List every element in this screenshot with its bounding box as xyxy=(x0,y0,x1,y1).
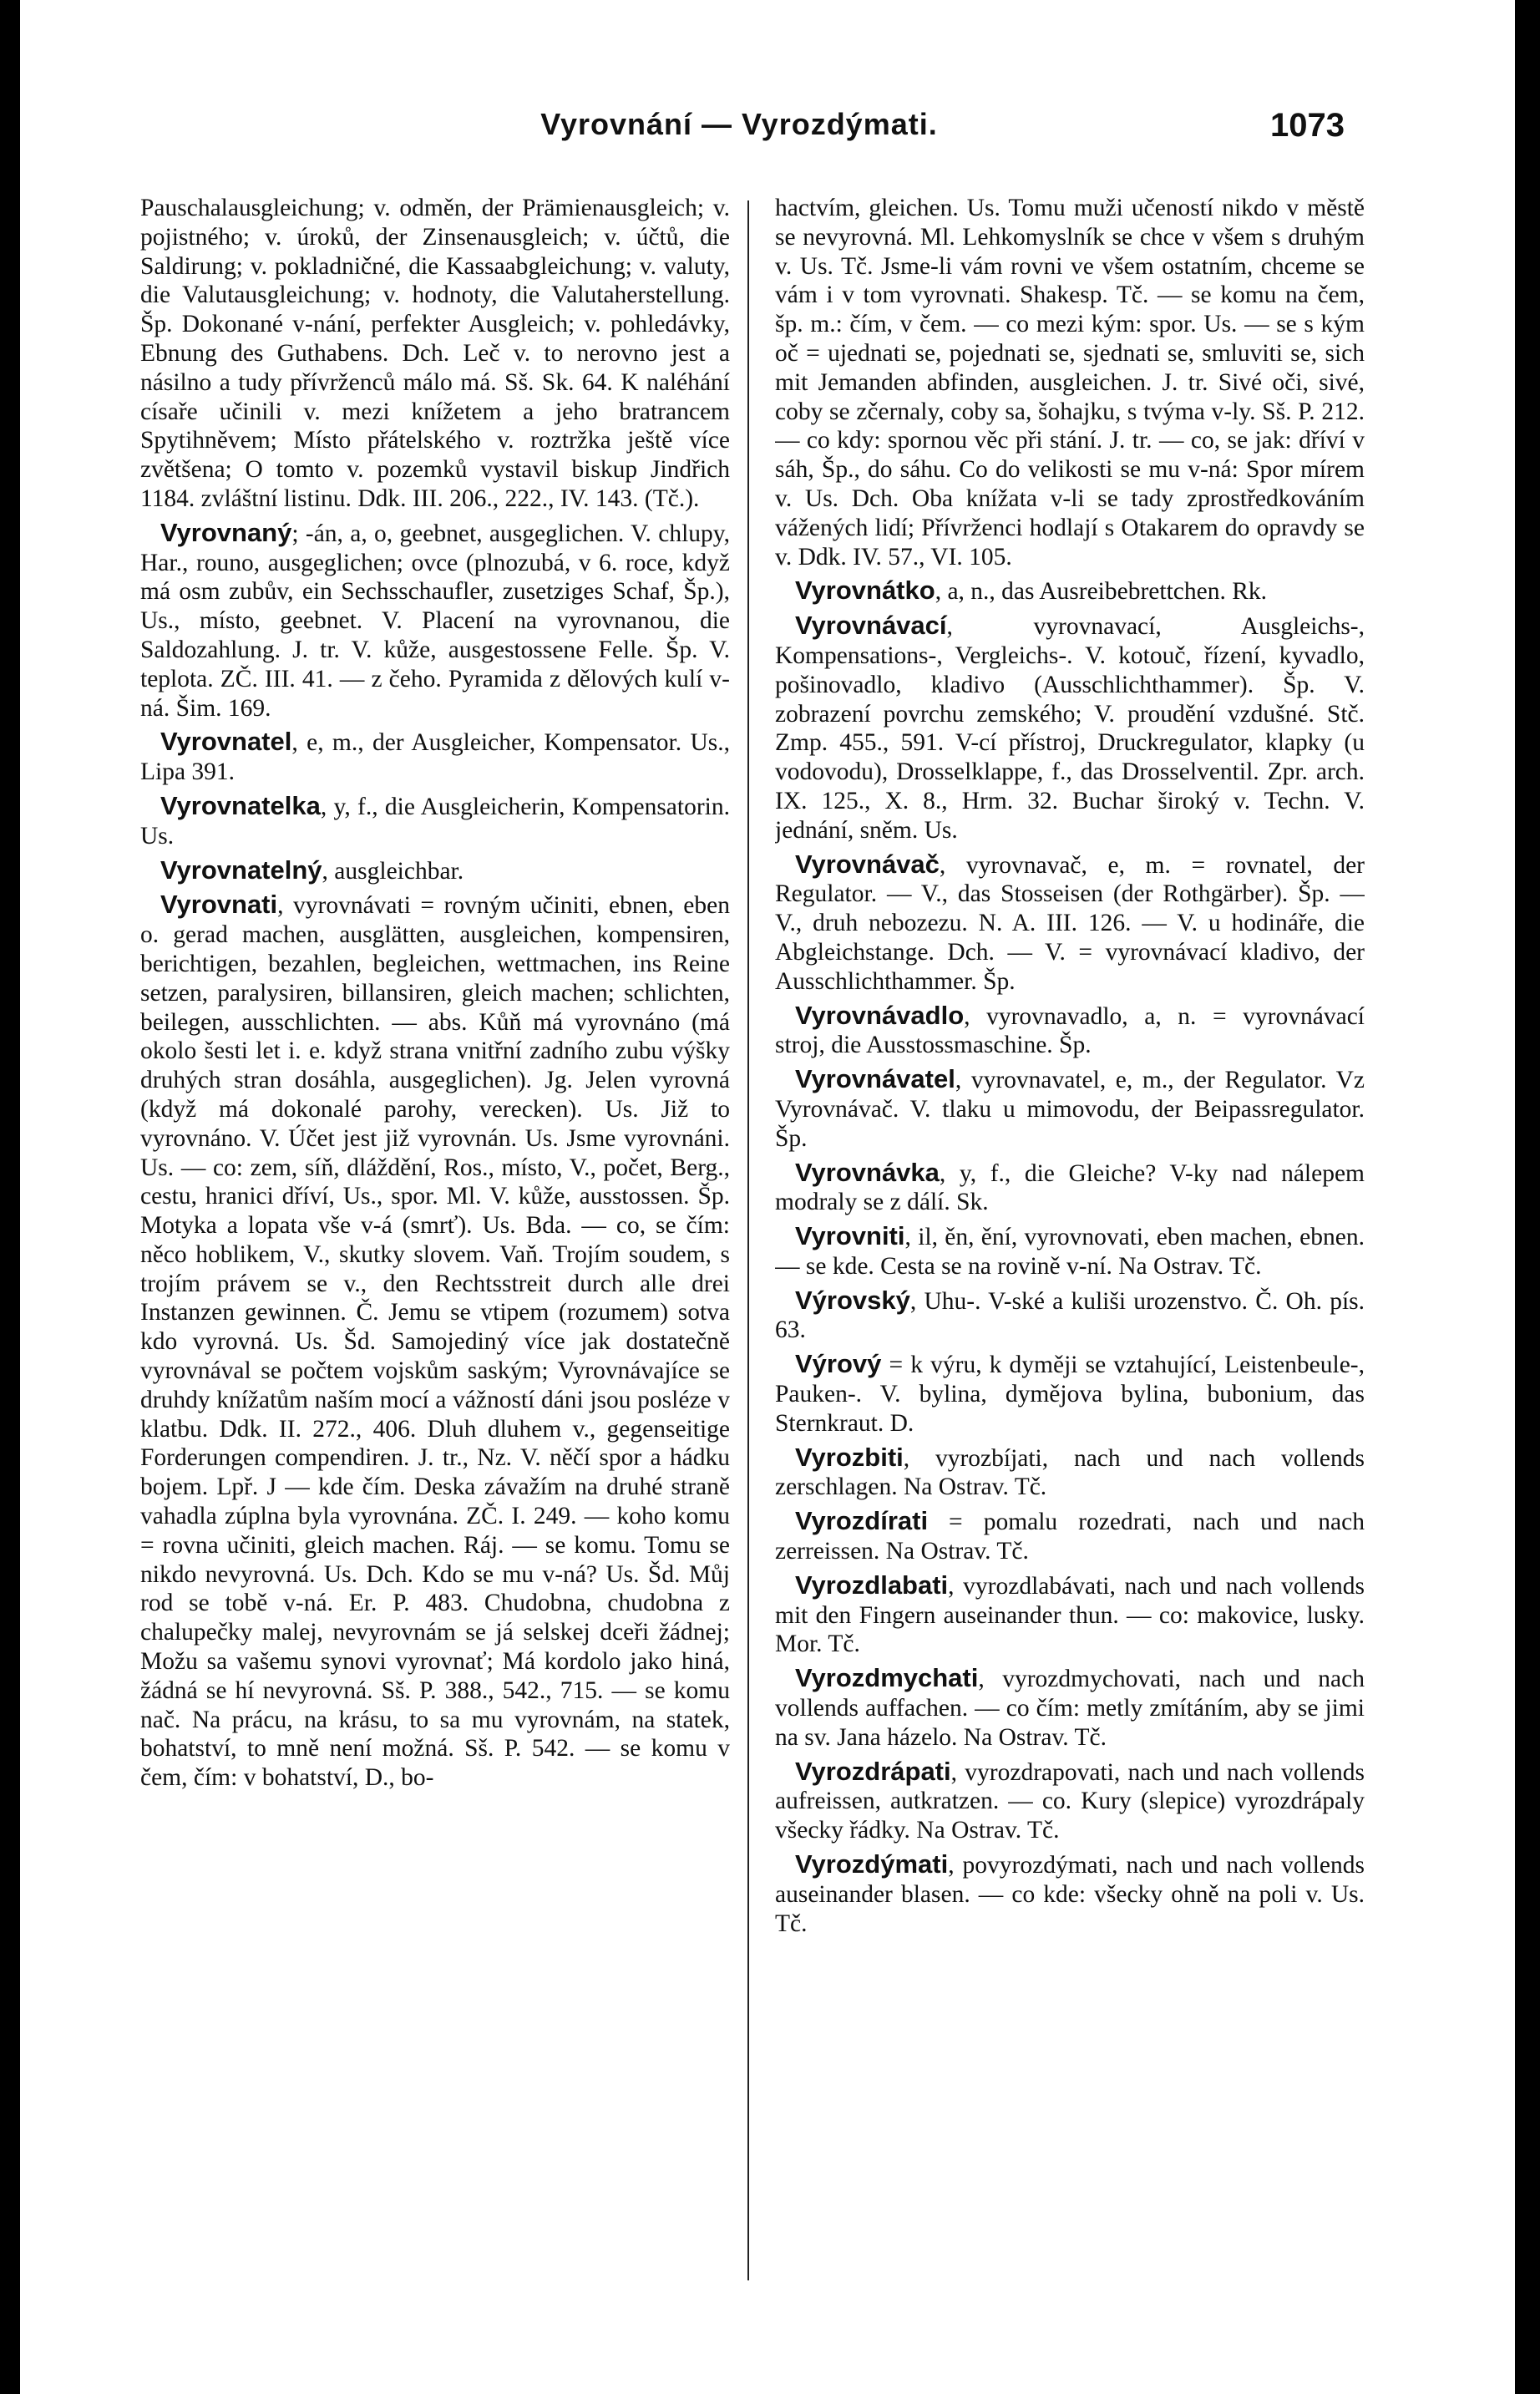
scan-border-right xyxy=(1515,0,1540,2394)
entry-vyrovnatel: Vyrovnatel, e, m., der Ausgleicher, Kompensator. Us., Lipa 391. xyxy=(140,727,730,786)
headword: Vyrovnaný xyxy=(160,517,292,547)
headword: Vyrozdmychati xyxy=(795,1663,979,1693)
headword: Výrovský xyxy=(795,1285,910,1315)
entry-vyrozdymati: Vyrozdýmati, povyrozdýmati, nach und nach vollends auseinander blasen. — co kde: všecky ohně na poli v. Us. Tč. xyxy=(775,1849,1365,1937)
headword: Vyrovnatel xyxy=(160,727,292,757)
entry-vyrovnatelka: Vyrovnatelka, y, f., die Ausgleicherin, Kompensatorin. Us. xyxy=(140,790,730,850)
entry-vyrovnavaci: Vyrovnávací, vyrovnavací, Ausgleichs-, Kompensations-, Vergleichs-. V. kotouč, řízení, kyvadlo, pošinovadlo, kladivo (Ausschlichthammer). Šp. V. zobrazení povrchu zemského; V. proudění vzdušné. Stč. Zmp. 455., 591. V-cí přístroj, Druckregulator, klapky (u vodovodu), Drosselklappe, f., das Drosselventil. Zpr. arch. IX. 125., X. 8., Hrm. 32. Buchar široký v. Techn. V. jednání, sněm. Us. xyxy=(775,611,1365,844)
headword: Vyrovnávač xyxy=(795,849,940,879)
entry-vyrozbiti: Vyrozbiti, vyrozbíjati, nach und nach vollends zerschlagen. Na Ostrav. Tč. xyxy=(775,1442,1365,1501)
entry-vyrozdlabati: Vyrozdlabati, vyrozdlabávati, nach und nach vollends mit den Fingern auseinander thun. — co: makovice, lusky. Mor. Tč. xyxy=(775,1570,1365,1658)
left-column xyxy=(140,194,730,2315)
entry-vyrovnavka: Vyrovnávka, y, f., die Gleiche? V-ky nad nálepem modraly se z dálí. Sk. xyxy=(775,1157,1365,1216)
headword: Vyrovnatelka xyxy=(160,790,321,820)
headword: Vyrozdírati xyxy=(795,1506,929,1536)
headword: Vyrozdýmati xyxy=(795,1849,949,1879)
headword: Vyrovniti xyxy=(795,1221,905,1251)
entry-vyrovsky: Výrovský, Uhu-. V-ské a kuliši urozenstvo. Č. Oh. pís. 63. xyxy=(775,1285,1365,1344)
entry-vyrovnavatel: Vyrovnávatel, vyrovnavatel, e, m., der Regulator. Vz Vyrovnávač. V. tlaku u mimovodu, der Beipassregulator. Šp. xyxy=(775,1064,1365,1152)
entry-vyrovnatelny: Vyrovnatelný, ausgleichbar. xyxy=(160,855,464,885)
headword: Vyrozdlabati xyxy=(795,1570,949,1600)
entry-vyrovnatko: Vyrovnátko, a, n., das Ausreibebrettchen. Rk. xyxy=(795,576,1268,606)
headword: Vyrozdrápati xyxy=(795,1756,951,1786)
headword: Výrový xyxy=(795,1349,882,1379)
entry-vyrozdirati: Vyrozdírati = pomalu rozedrati, nach und nach zerreissen. Na Ostrav. Tč. xyxy=(775,1506,1365,1565)
entry-vyrovy: Výrový = k výru, k dyměji se vztahující, Leistenbeule-, Pauken-. V. bylina, dymějova bylina, bubonium, das Sternkraut. D. xyxy=(775,1349,1365,1437)
headword: Vyrozbiti xyxy=(795,1442,904,1472)
headword: Vyrovnávací xyxy=(795,611,947,641)
right-column xyxy=(775,194,1365,2315)
entry-vyrovnany: Vyrovnaný; -án, a, o, geebnet, ausgeglichen. V. chlupy, Har., rouno, ausgeglichen; ovce (plnozubá, v 6. roce, když má osm zubův, ein Sechsschaufler, zusetziges Schaf, Šp.), Us., místo, geebnet. V. Placení na vyrovnanou, die Saldozahlung. J. tr. V. kůže, ausgestossene Felle. Šp. V. teplota. ZČ. III. 41. — z čeho. Pyramida z dělových kulí v-ná. Šim. 169. xyxy=(140,517,730,722)
headword: Vyrovnávadlo xyxy=(795,1000,965,1030)
entry-vyrovnavadlo: Vyrovnávadlo, vyrovnavadlo, a, n. = vyrovnávací stroj, die Ausstossmaschine. Šp. xyxy=(775,1000,1365,1059)
headword: Vyrovnávka xyxy=(795,1157,940,1187)
entry-continuation: Pauschalausgleichung; v. odměn, der Prämienausgleich; v. pojistného; v. úroků, der Zinsenausgleich; v. účtů, die Saldirung; v. pokladničné, die Kassaabgleichung; v. valuty, die Valutausgleichung; v. hodnoty, die Valutaherstellung. Šp. Dokonané v-nání, perfekter Ausgleich; v. pohledávky, Ebnung des Guthabens. Dch. Leč v. to nerovno jest a násilno a tudy přívrženců málo má. Sš. Sk. 64. K naléhání císaře učinili v. mezi knížetem a jeho bratrancem Spytihněvem; Místo přátelského v. roztržka ještě více zvětšena; O tomto v. pozemků vystavil biskup Jindřich 1184. zvláštní listinu. Ddk. III. 206., 222., IV. 143. (Tč.). xyxy=(140,195,730,512)
entry-vyrozdmychati: Vyrozdmychati, vyrozdmychovati, nach und nach vollends auffachen. — co čím: metly zmítáním, aby se jimi na sv. Jana házelo. Na Ostrav. Tč. xyxy=(775,1663,1365,1751)
headword: Vyrovnávatel xyxy=(795,1064,955,1094)
headword: Vyrovnátko xyxy=(795,576,935,606)
headword: Vyrovnatelný xyxy=(160,855,322,885)
scan-border-left xyxy=(0,0,20,2394)
entry-vyrovniti: Vyrovniti, il, ěn, ění, vyrovnovati, eben machen, ebnen. — se kde. Cesta se na rovině v-ní. Na Ostrav. Tč. xyxy=(775,1221,1365,1280)
column-divider xyxy=(747,200,749,2280)
headword: Vyrovnati xyxy=(160,890,278,920)
entry-continuation: hactvím, gleichen. Us. Tomu muži učeností nikdo v městě se nevyrovná. Ml. Lehkomyslník se chce v všem s druhým v. Us. Tč. Jsme-li vám rovni ve všem ostatním, chceme se vám i v tom vyrovnati. Shakesp. Tč. — se komu na čem, šp. m.: čím, v čem. — co mezi kým: spor. Us. — se s kým oč = ujednati se, pojednati se, sjednati se, smluviti se, sich mit Jemanden abfinden, ausgleichen. J. tr. Sivé oči, sivé, coby se zčernaly, coby sa, šohajku, s tvýma v-ly. Sš. P. 212. — co kdy: spornou věc při stání. J. tr. — co, se jak: dříví v sáh, Šp., do sáhu. Co do velikosti se mu v-ná: Spor mírem v. Us. Dch. Oba knížata v-li se tady zprostředkováním vážených lidí; Přívrženci hodlají s Otakarem do opravdy se v. Ddk. IV. 57., VI. 105. xyxy=(775,195,1365,571)
page-number: 1073 xyxy=(1270,107,1345,144)
entry-vyrozdrapati: Vyrozdrápati, vyrozdrapovati, nach und nach vollends aufreissen, autkratzen. — co. Kury (slepice) vyrozdrápaly všecky řádky. Na Ostrav. Tč. xyxy=(775,1756,1365,1844)
entry-vyrovnavac: Vyrovnávač, vyrovnavač, e, m. = rovnatel, der Regulator. — V., das Stosseisen (der Rothgärber). Šp. — V., druh nebozezu. N. A. III. 126. — V. u hodináře, die Abgleichstange. Dch. — V. = vyrovnávací kladivo, der Ausschlichthammer. Šp. xyxy=(775,849,1365,995)
running-title: Vyrovnání — Vyrozdýmati. xyxy=(540,107,938,141)
entry-vyrovnati: Vyrovnati, vyrovnávati = rovným učiniti, ebnen, eben o. gerad machen, ausglätten, ausgleichen, kompensiren, berichtigen, bezahlen, begleichen, wettmachen, ins Reine setzen, paralysiren, billansiren, gleich machen; schlichten, beilegen, ausschlichten. — abs. Kůň má vyrovnáno (má okolo šesti let i. e. když strana vnitřní zadního zubu výšky druhých stran dosáhla, ausgeglichen). Jg. Jelen vyrovná (když má dokonalé parohy, verecken). Us. Již to vyrovnáno. V. Účet jest již vyrovnán. Us. Jsme vyrovnáni. Us. — co: zem, síň, dláždění, Ros., místo, V., počet, Berg., cestu, hranici dříví, Us., spor. Ml. V. kůže, ausstossen. Šp. Motyka a lopata vše v-á (smrť). Us. Bda. — co, se čím: něco hoblikem, V., skutky slovem. Vaň. Trojím soudem, s trojím právem se v., den Rechtsstreit durch alle drei Instanzen gewinnen. Č. Jemu se vtipem (rozumem) sotva kdo vyrovná. Us. Šd. Samojediný více jak dostatečně vyrovnával se počtem vojskům saským; Vyrovnávajíce se druhdy knížatům naším mocí a vážností dáni jsou posléze v klatbu. Ddk. II. 272., 406. Dluh dluhem v., gegenseitige Forderungen compendiren. J. tr., Nz. V. něčí spor a hádku bojem. Lpř. J — kde čím. Deska závažím na druhé straně vahadla zúplna byla vyrovnána. ZČ. I. 249. — koho komu = rovna učiniti, gleich machen. Ráj. — se komu. Tomu se nikdo nevyrovná. Us. Dch. Kdo se mu v-ná? Us. Šd. Můj rod se tobě v-ná. Er. P. 483. Chudobna, chudobna z chalupečky malej, nevyrovnám se já selskej dceři žádnej; Možu sa vašemu synovi vyrovnať; Má kordolo jako hiná, žádná se hí nevyrovná. Sš. P. 388., 542., 715. — se komu nač. Na prácu, na krásu, to sa mu vyrovnám, na statek, bohatství, to mně není možná. Sš. P. 542. — se komu v čem, čím: v bohatství, D., bo- xyxy=(140,890,730,1792)
page-header xyxy=(134,107,1345,157)
